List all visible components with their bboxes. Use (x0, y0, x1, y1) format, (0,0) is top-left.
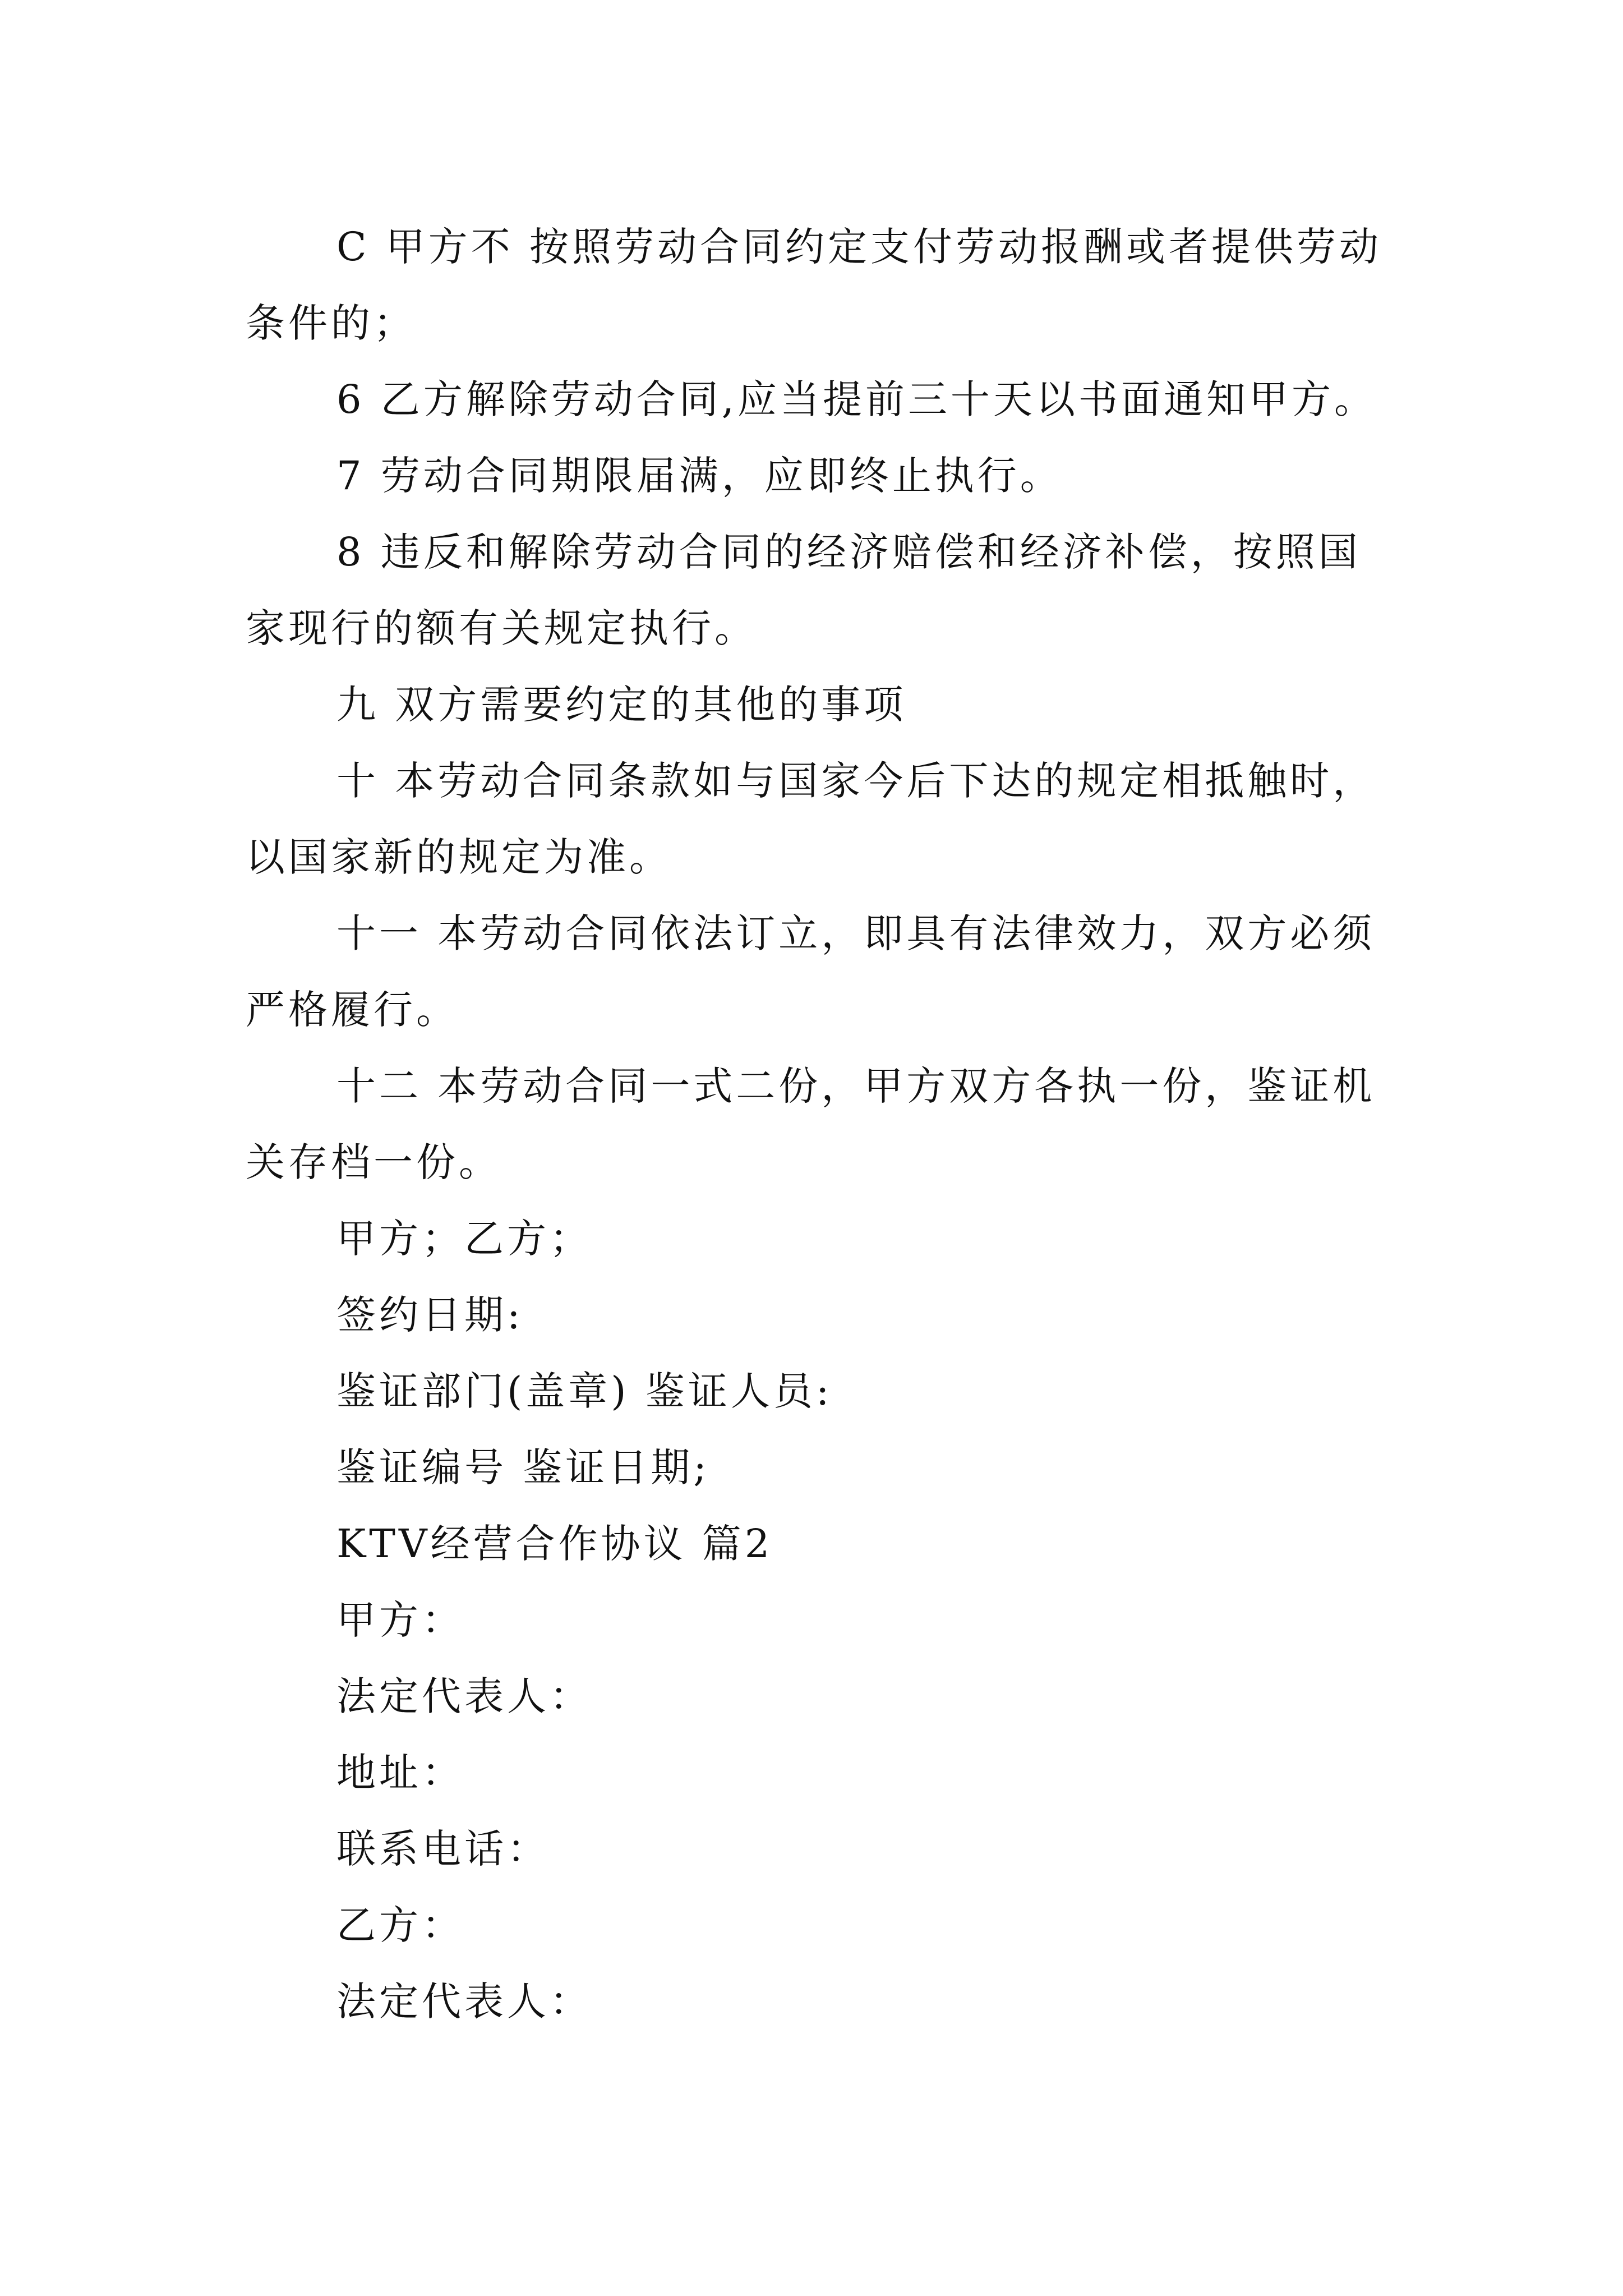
paragraph-clause-8: 8 违反和解除劳动合同的经济赔偿和经济补偿，按照国家现行的额有关规定执行。 (246, 529, 1361, 651)
verification-number-label: 鉴证编号 鉴证日期; (336, 1444, 710, 1490)
address-label: 地址： (336, 1750, 464, 1796)
signing-date-label: 签约日期: (336, 1292, 524, 1338)
party-a-label: 甲方： (336, 1597, 464, 1643)
agreement-heading: KTV经营合作协议 篇2 (336, 1521, 773, 1567)
paragraph-clause-6: 6 乙方解除劳动合同,应当提前三十天以书面通知甲方。 (336, 376, 1377, 422)
verification-department-label: 鉴证部门(盖章) 鉴证人员: (336, 1368, 833, 1414)
signature-parties: 甲方；乙方； (336, 1216, 592, 1262)
party-b-label: 乙方： (336, 1902, 464, 1948)
party-b-legal-representative-label: 法定代表人： (336, 1978, 592, 2024)
paragraph-clause-c: C 甲方不 按照劳动合同约定支付劳动报酬或者提供劳动条件的； (246, 224, 1382, 346)
phone-label: 联系电话： (336, 1826, 550, 1872)
document-body (246, 209, 1390, 2040)
paragraph-section-12: 十二 本劳动合同一式二份，甲方双方各执一份，鉴证机关存档一份。 (246, 1063, 1376, 1185)
paragraph-clause-7: 7 劳动合同期限届满，应即终止执行。 (336, 453, 1063, 499)
paragraph-section-10: 十 本劳动合同条款如与国家今后下达的规定相抵触时，以国家新的规定为准。 (246, 758, 1376, 880)
paragraph-section-9: 九 双方需要约定的其他的事项 (336, 682, 907, 728)
paragraph-section-11: 十一 本劳动合同依法订立，即具有法律效力，双方必须严格履行。 (246, 910, 1376, 1033)
party-a-legal-representative-label: 法定代表人： (336, 1673, 592, 1719)
